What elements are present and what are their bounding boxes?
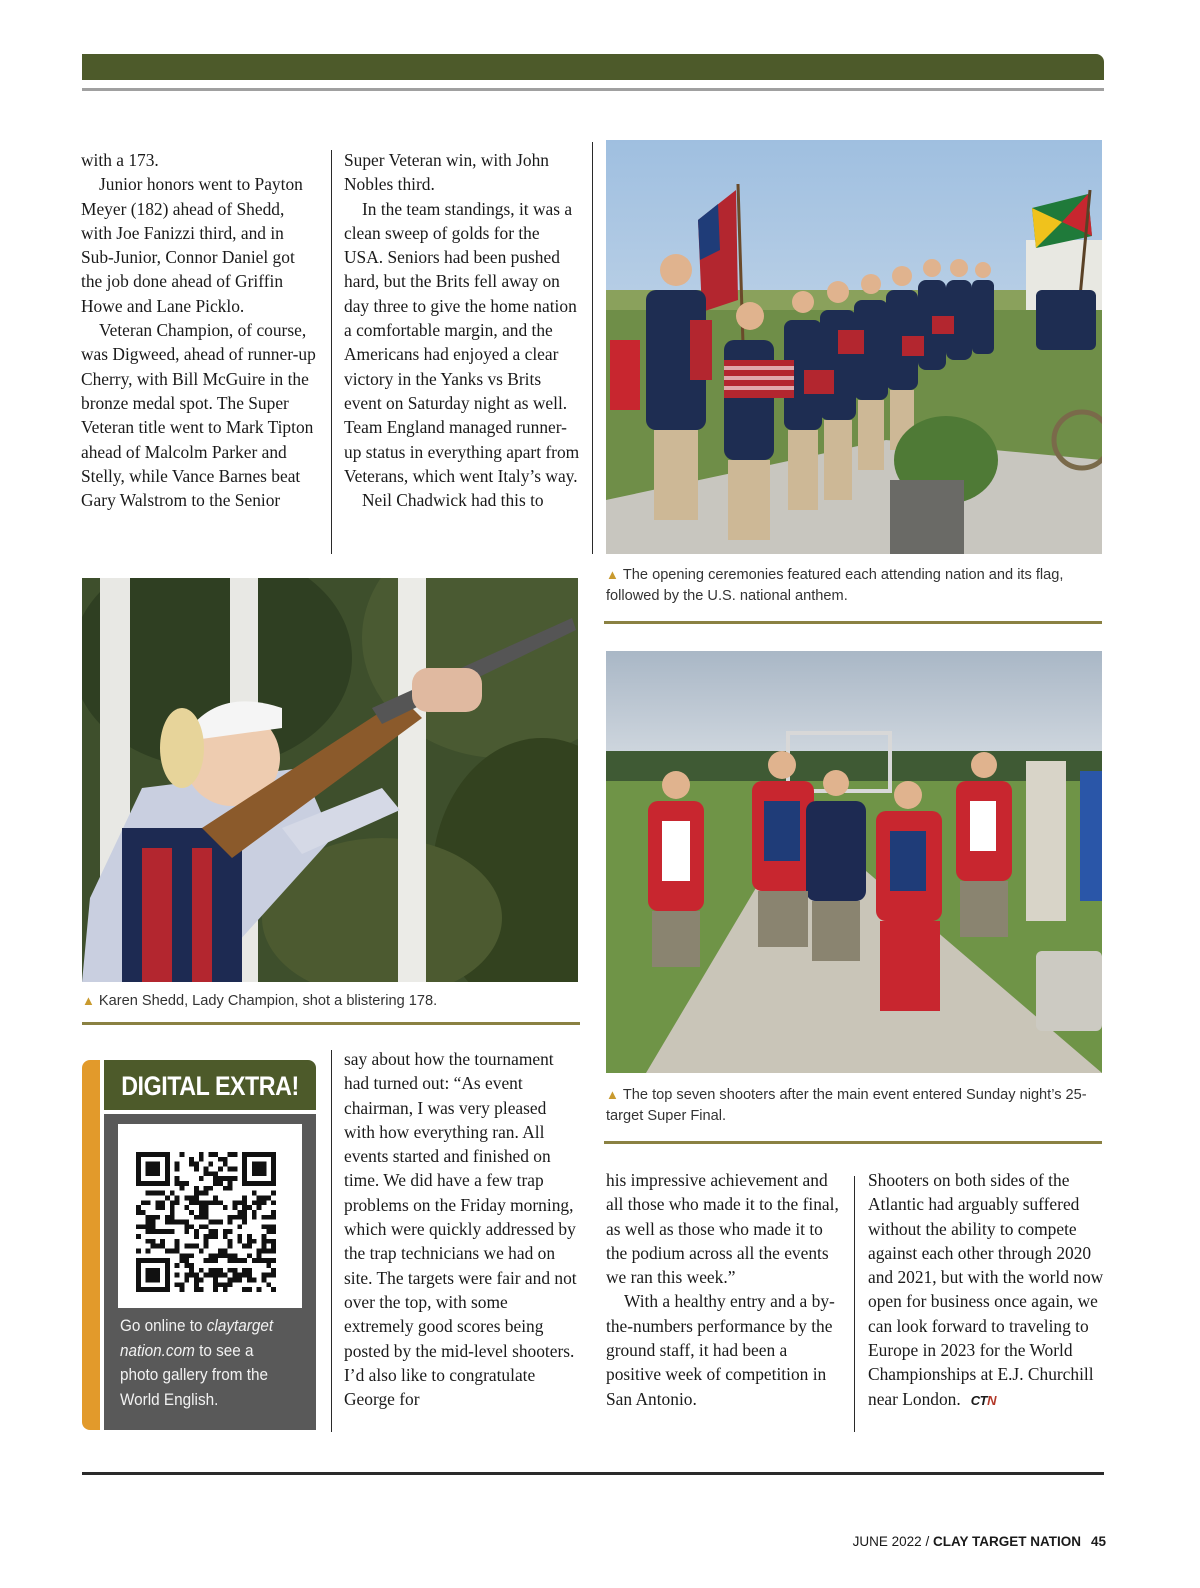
caption-rule [82, 1022, 580, 1025]
caption-opening-ceremony [606, 564, 1100, 607]
caption-text: The opening ceremonies featured each attending nation and its flag, followed by the U.S. national anthem. [606, 567, 1064, 604]
column-divider [331, 150, 332, 554]
footer-rule [82, 1472, 1104, 1475]
digital-extra-box [82, 1060, 316, 1430]
article-paragraph: Neil Chadwick had this to [362, 490, 544, 511]
digital-extra-title: DIGITAL EXTRA! [121, 1071, 299, 1101]
article-column-2 [344, 148, 580, 512]
page-folio [853, 1534, 1106, 1549]
article-paragraph: say about how the tournament had turned out: “As event chairman, I was very pleased with how everything ran. All events started and finished on time. We did have a few trap problems on the Friday morning, which were quickly addressed by the trap technicians we had on site. The targets were fair and not over the top, with some extremely good scores being posted by the mid-level shooters. I’d also like to congratulate George for [344, 1049, 577, 1410]
digital-extra-body [104, 1114, 316, 1430]
article-column-3-bottom [606, 1168, 842, 1411]
page-number: 45 [1090, 1534, 1106, 1549]
caption-karen-shedd [82, 990, 578, 1012]
header-bar [82, 54, 1104, 80]
photo-karen-shedd [82, 578, 578, 982]
header-rule [82, 88, 1104, 91]
article-paragraph: Shooters on both sides of the Atlantic had arguably suffered without the ability to compete against each other through 2020 and 2021, but with the world now open for business once again, we can look forward to traveling to Europe in 2023 for the World Championships at E.J. Churchill near London. CTN [868, 1170, 1104, 1409]
end-mark-logo: CTN [970, 1392, 996, 1408]
photo-super-final [606, 651, 1102, 1073]
column-divider [592, 142, 593, 554]
digital-extra-accent [82, 1060, 100, 1430]
online-prefix: Go online to [120, 1316, 207, 1335]
issue-date: JUNE 2022 / [852, 1534, 933, 1549]
digital-extra-header [104, 1060, 316, 1110]
caption-triangle-icon: ▲ [606, 567, 619, 582]
caption-triangle-icon: ▲ [606, 1087, 619, 1102]
caption-rule [604, 1141, 1102, 1144]
article-paragraph: his impressive achievement and all those who made it to the final, as well as those who made it to the podium across all the events we ran this week.” [606, 1170, 839, 1288]
qr-code-icon[interactable] [136, 1152, 276, 1292]
column-divider [854, 1176, 855, 1432]
gallery-link[interactable]: claytarget nation.com [120, 1316, 274, 1360]
online-suffix: to see a photo gallery from the World English. [120, 1340, 268, 1409]
caption-triangle-icon: ▲ [82, 993, 95, 1008]
article-column-1 [81, 148, 319, 512]
caption-super-final [606, 1084, 1100, 1127]
article-paragraph: Super Veteran win, with John Nobles third. [344, 150, 549, 195]
caption-text: Karen Shedd, Lady Champion, shot a blistering 178. [98, 993, 438, 1009]
photo-opening-ceremony [606, 140, 1102, 554]
caption-rule [604, 621, 1102, 624]
qr-code[interactable] [118, 1124, 302, 1308]
article-column-2-bottom [344, 1047, 580, 1411]
article-paragraph: with a 173. [81, 150, 159, 170]
article-column-4-bottom [868, 1168, 1104, 1413]
article-paragraph: In the team standings, it was a clean sweep of golds for the USA. Seniors had been pushed hard, but the Brits fell away on day three to give the home nation a comfortable margin, and the Americans had enjoyed a clear victory in the Yanks vs Brits event on Saturday night as well. Team England managed runner-up status in everything apart from Veterans, which went Italy’s way. [344, 198, 580, 486]
caption-text: The top seven shooters after the main event entered Sunday night’s 25-target Super Final. [606, 1087, 1087, 1124]
article-paragraph: With a healthy entry and a by-the-numbers performance by the ground staff, it had been a positive week of competition in San Antonio. [606, 1291, 835, 1409]
digital-extra-text [120, 1314, 291, 1412]
article-paragraph: Veteran Champion, of course, was Digweed, ahead of runner-up Cherry, with Bill McGuire in the bronze medal spot. The Super Veteran title went to Mark Tipton ahead of Malcolm Parker and Stelly, while Vance Barnes beat Gary Walstrom to the Senior [81, 320, 316, 511]
article-paragraph: Junior honors went to Payton Meyer (182) ahead of Shedd, with Joe Fanizzi third, and in Sub-Junior, Connor Daniel got the job done ahead of Griffin Howe and Lane Picklo. [81, 174, 303, 316]
column-divider [331, 1050, 332, 1432]
magazine-name: CLAY TARGET NATION [932, 1534, 1081, 1549]
